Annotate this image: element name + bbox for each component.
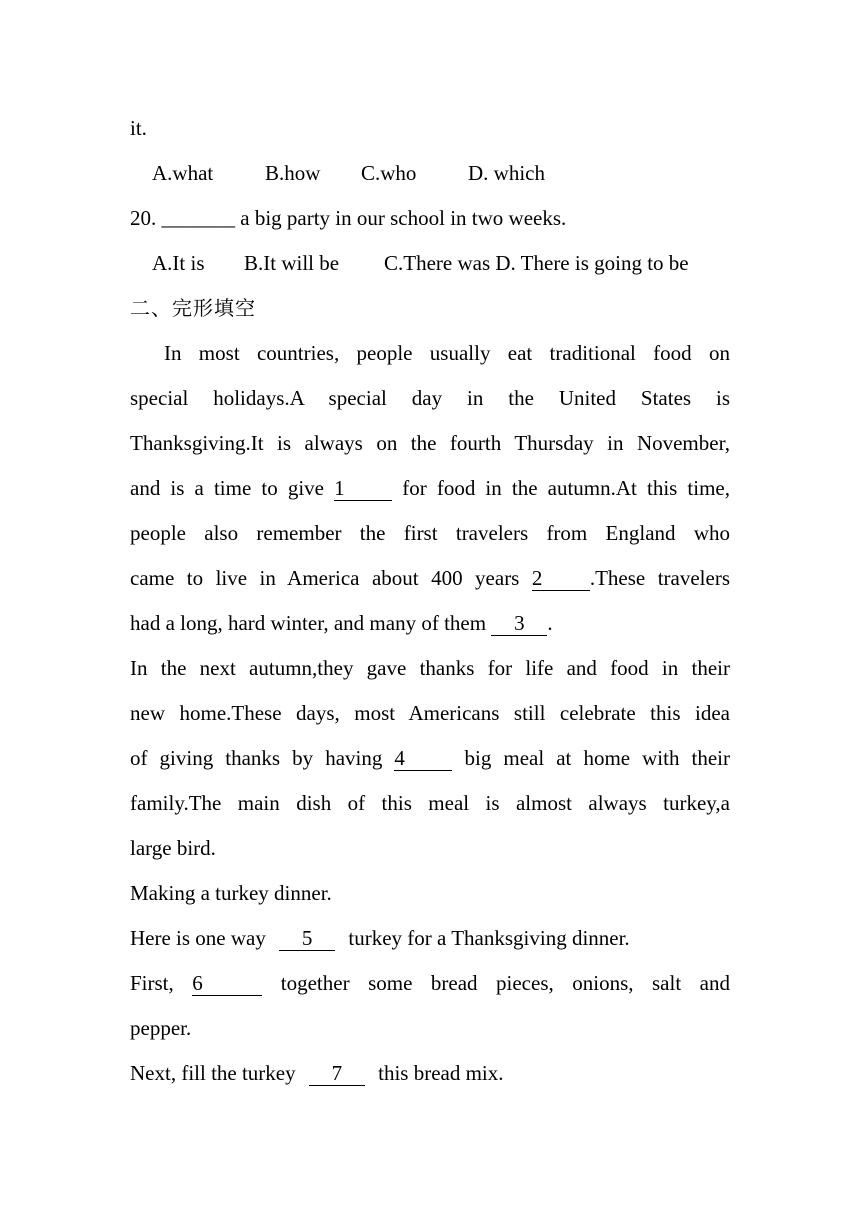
passage-text: and is a time to give <box>130 476 325 500</box>
passage-text: this bread mix. <box>378 1061 504 1085</box>
blank-7: 7 <box>309 1061 365 1086</box>
passage-text: of giving thanks by having <box>130 746 383 770</box>
passage-line-15 <box>130 968 730 998</box>
passage-text: for food in the autumn.At this time, <box>402 476 731 500</box>
blank-2: 2 <box>532 566 590 591</box>
passage-text: First, <box>130 971 174 995</box>
passage-line-17 <box>130 1058 730 1088</box>
blank-4: 4 <box>394 746 452 771</box>
passage-text: turkey for a Thanksgiving dinner. <box>348 926 630 950</box>
passage-line-8: In the next autumn,they gave thanks for life and food in their <box>130 656 730 680</box>
passage-line-12: large bird. <box>130 836 216 860</box>
q20-option-a: A.It is <box>152 251 205 275</box>
passage-line-11: family.The main dish of this meal is almost always turkey,a <box>130 791 730 815</box>
q19-option-a: A.what <box>152 161 214 185</box>
passage-text: . <box>547 611 553 635</box>
q19-options <box>130 158 730 188</box>
section-title: 二、完形填空 <box>130 296 256 320</box>
passage-line-9: new home.These days, most Americans still celebrate this idea <box>130 701 730 725</box>
passage-text: Here is one way <box>130 926 266 950</box>
passage-line-2: special holidays.A special day in the United States is <box>130 386 730 410</box>
passage-line-3: Thanksgiving.It is always on the fourth Thursday in November, <box>130 431 730 455</box>
passage-text: had a long, hard winter, and many of them <box>130 611 487 635</box>
passage-line-5: people also remember the first travelers from England who <box>130 521 730 545</box>
passage-text: big meal at home with their <box>464 746 731 770</box>
passage-line-1: In most countries, people usually eat traditional food on <box>164 341 730 365</box>
q20-option-cd: C.There was D. There is going to be <box>384 251 689 275</box>
q19-option-d: D. which <box>468 161 545 185</box>
q20-blank: _______ <box>161 206 235 230</box>
q19-tail: it. <box>130 116 147 140</box>
blank-5: 5 <box>279 926 335 951</box>
q19-option-c: C.who <box>361 161 417 185</box>
passage-line-6 <box>130 563 730 593</box>
passage-line-13: Making a turkey dinner. <box>130 881 332 905</box>
q20-stem: a big party in our school in two weeks. <box>240 206 567 230</box>
blank-6: 6 <box>192 971 262 996</box>
q19-option-b: B.how <box>265 161 321 185</box>
q20-number: 20. <box>130 206 157 230</box>
passage-line-10 <box>130 743 730 773</box>
passage-text <box>532 566 730 590</box>
blank-3: 3 <box>491 611 547 636</box>
q20-stem-line <box>130 203 730 233</box>
passage-line-16: pepper. <box>130 1016 192 1040</box>
passage-text: came to live in America about 400 years <box>130 566 520 590</box>
q20-option-b: B.It will be <box>244 251 340 275</box>
passage-line-7 <box>130 608 730 638</box>
passage-line-14 <box>130 923 730 953</box>
q20-options <box>130 248 730 278</box>
passage-line-4 <box>130 473 730 503</box>
blank-1: 1 <box>334 476 392 501</box>
passage-text: Next, fill the turkey <box>130 1061 296 1085</box>
passage-text: .These travelers <box>589 566 730 590</box>
passage-text: together some bread pieces, onions, salt and <box>280 971 730 995</box>
